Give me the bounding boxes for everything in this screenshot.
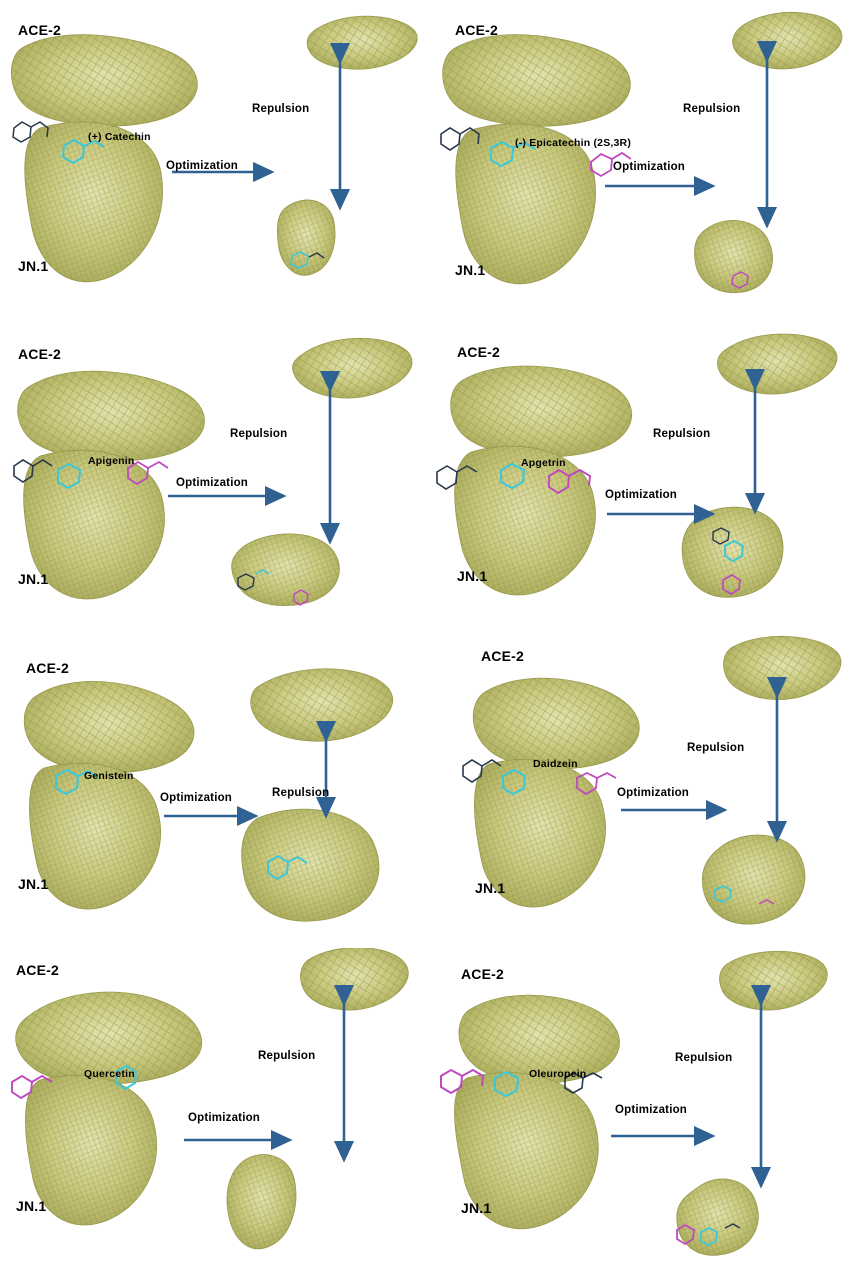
label-jn1-bottom: JN.1 — [18, 571, 49, 587]
label-optimization: Optimization — [613, 161, 686, 173]
panel-genistein — [0, 632, 425, 948]
label-jn1-bottom: JN.1 — [457, 568, 488, 584]
label-ace2-top: ACE-2 — [457, 344, 501, 360]
panel-daidzein — [425, 632, 850, 948]
label-optimization: Optimization — [605, 489, 678, 501]
jn1-structure-left — [29, 763, 160, 909]
label-repulsion: Repulsion — [272, 787, 330, 799]
label-ace2-top: ACE-2 — [455, 22, 499, 38]
label-repulsion: Repulsion — [675, 1052, 733, 1064]
panel-graphic — [0, 0, 425, 316]
label-optimization: Optimization — [176, 477, 249, 489]
label-ace2-top: ACE-2 — [18, 346, 62, 362]
label-repulsion: Repulsion — [230, 428, 288, 440]
panel-oleuropein — [425, 948, 850, 1264]
label-ligand: Apgetrin — [521, 457, 566, 469]
label-ace2-top: ACE-2 — [18, 22, 62, 38]
ace2-structure-right — [733, 12, 842, 69]
label-repulsion: Repulsion — [252, 103, 310, 115]
label-optimization: Optimization — [166, 160, 239, 172]
ace2-structure-left — [18, 371, 205, 461]
label-ligand: Genistein — [84, 770, 134, 782]
jn1-structure-right — [694, 220, 772, 292]
ace2-structure-right — [719, 951, 827, 1010]
label-optimization: Optimization — [160, 792, 233, 804]
jn1-structure-right — [682, 507, 783, 597]
ace2-structure-left — [451, 366, 632, 457]
label-optimization: Optimization — [617, 787, 690, 799]
label-jn1-bottom: JN.1 — [455, 262, 486, 278]
panel-quercetin — [0, 948, 425, 1264]
ace2-structure-right — [301, 948, 409, 1010]
panel-graphic — [0, 948, 425, 1264]
jn1-structure-right — [677, 1179, 758, 1255]
label-ace2-top: ACE-2 — [481, 648, 525, 664]
ace2-structure-left — [443, 35, 631, 127]
label-ligand: Apigenin — [88, 455, 135, 467]
jn1-structure-right — [242, 809, 379, 921]
label-jn1-bottom: JN.1 — [475, 880, 506, 896]
panel-catechin — [0, 0, 425, 316]
label-jn1-bottom: JN.1 — [18, 876, 49, 892]
ace2-structure-left — [11, 35, 197, 127]
label-jn1-bottom: JN.1 — [18, 258, 49, 274]
panel-graphic — [425, 316, 850, 632]
ace2-structure-right — [307, 16, 417, 69]
panel-apigenin — [0, 316, 425, 632]
jn1-structure-right — [227, 1155, 296, 1249]
ace2-structure-right — [718, 334, 837, 394]
jn1-structure-right — [232, 534, 340, 606]
label-repulsion: Repulsion — [653, 428, 711, 440]
label-optimization: Optimization — [188, 1112, 261, 1124]
ace2-structure-right — [293, 338, 412, 398]
label-ace2-top: ACE-2 — [461, 966, 505, 982]
label-jn1-bottom: JN.1 — [16, 1198, 47, 1214]
label-optimization: Optimization — [615, 1104, 688, 1116]
label-repulsion: Repulsion — [683, 103, 741, 115]
panel-apgetrin — [425, 316, 850, 632]
label-ligand: (+) Catechin — [88, 131, 151, 143]
label-repulsion: Repulsion — [687, 742, 745, 754]
ace2-structure-right — [724, 636, 841, 699]
panel-graphic — [425, 0, 850, 316]
panel-graphic — [0, 632, 425, 948]
jn1-structure-right — [277, 200, 335, 275]
label-ligand: Oleuropein — [529, 1068, 587, 1080]
ace2-structure-left — [24, 681, 194, 772]
panel-graphic — [0, 316, 425, 632]
label-repulsion: Repulsion — [258, 1050, 316, 1062]
panel-epicatechin — [425, 0, 850, 316]
label-ace2-top: ACE-2 — [16, 962, 60, 978]
ace2-structure-right — [251, 669, 393, 741]
label-ligand: (-) Epicatechin (2S,3R) — [515, 137, 632, 149]
label-ligand: Quercetin — [84, 1068, 135, 1080]
label-ace2-top: ACE-2 — [26, 660, 70, 676]
ace2-structure-left — [473, 678, 639, 769]
label-jn1-bottom: JN.1 — [461, 1200, 492, 1216]
jn1-structure-right — [702, 835, 805, 924]
label-ligand: Daidzein — [533, 758, 578, 770]
